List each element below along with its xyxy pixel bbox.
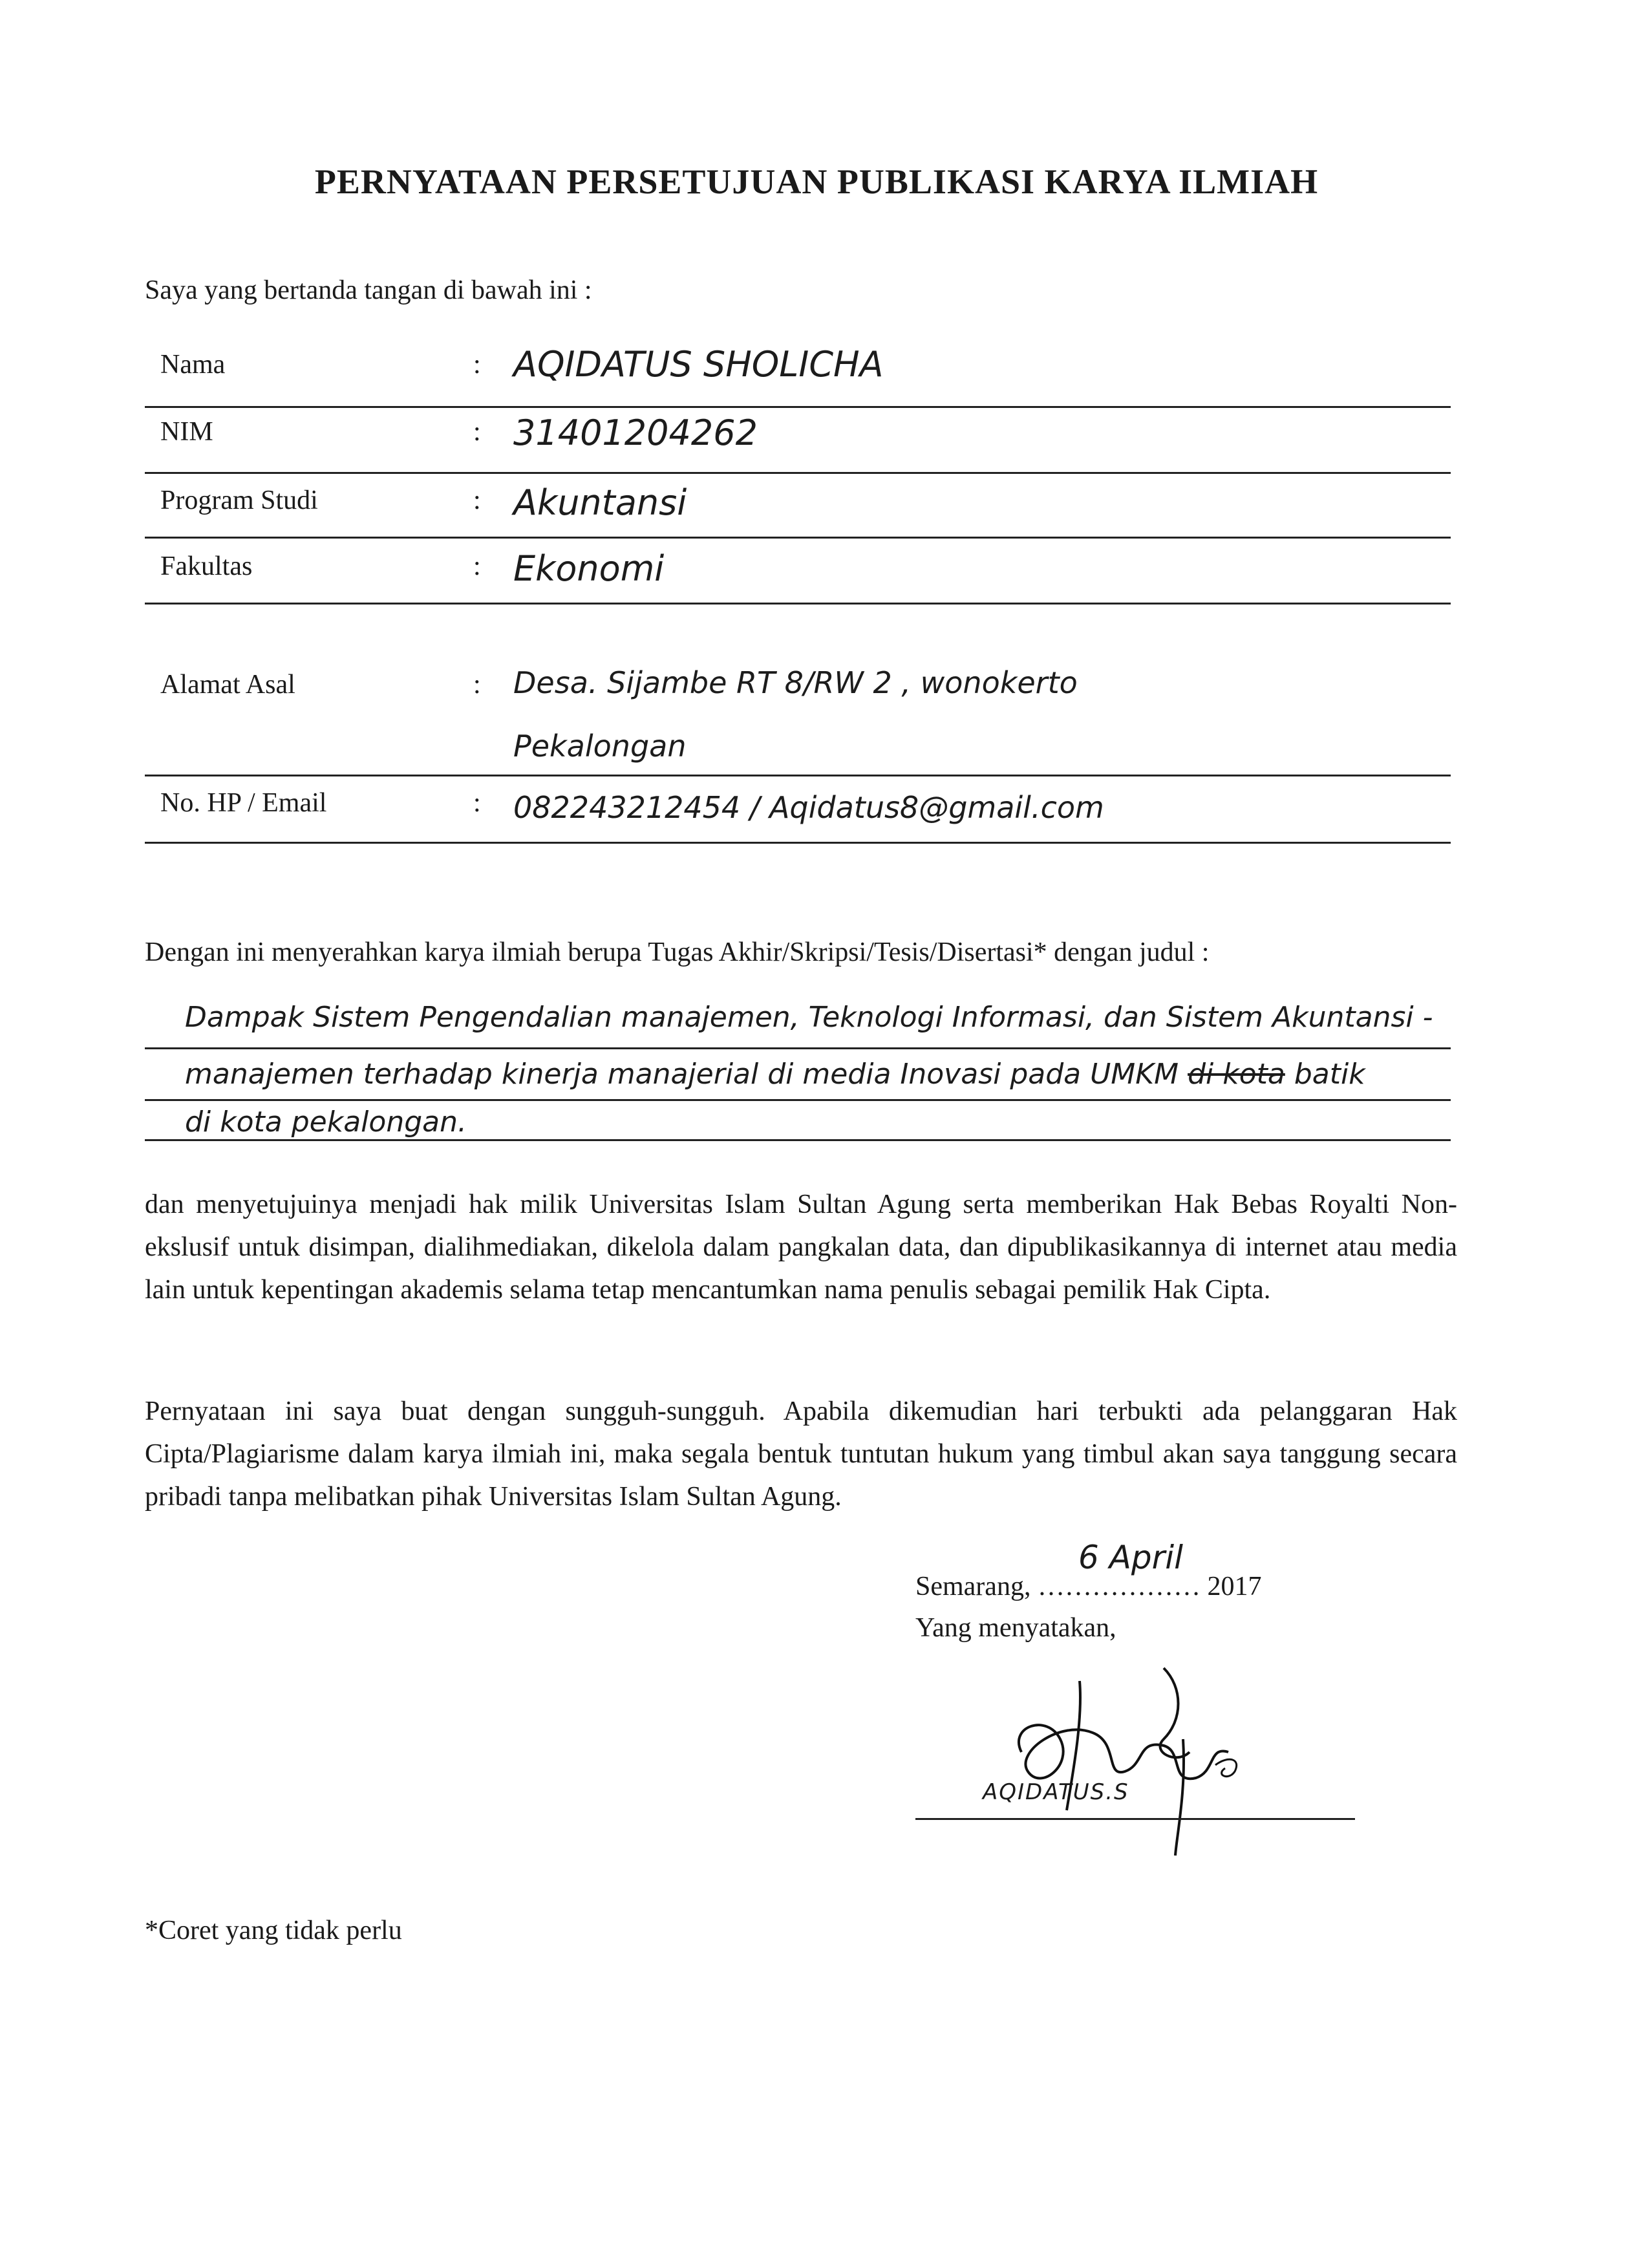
field-label: Fakultas [160,551,253,581]
field-label: Program Studi [160,486,318,515]
divider [145,603,1451,604]
divider [145,537,1451,539]
document-title: PERNYATAAN PERSETUJUAN PUBLIKASI KARYA ILMIAH [314,162,1319,201]
work-title-line3: di kota pekalongan. [185,1106,467,1139]
field-label: NIM [160,417,213,447]
field-colon: : [473,551,481,581]
handwritten-date: 6 April [1078,1539,1183,1576]
submission-text: Dengan ini menyerahkan karya ilmiah berupa Tugas Akhir/Skripsi/Tesis/Disertasi* dengan judul : [145,937,1210,967]
signer-name: AQIDATUS.S [983,1779,1129,1805]
divider [145,472,1451,474]
work-title-line2-part-b: batik [1285,1058,1365,1091]
field-colon: : [473,486,481,515]
work-title-struck-text: di kota [1188,1058,1285,1091]
field-value-handwritten: 082243212454 / Aqidatus8@gmail.com [513,790,1104,825]
field-value-handwritten: AQIDATUS SHOLICHA [513,344,884,385]
paragraph-statement: Pernyataan ini saya buat dengan sungguh-sungguh. Apabila dikemudian hari terbukti ada pelanggaran Hak Cipta/Plagiarisme dalam karya ilmiah ini, maka segala bentuk tuntutan hukum yang timbul akan saya tanggung secara pribadi tanpa melibatkan pihak Universitas Islam Sultan Agung. [145,1396,1457,1512]
place-prefix: Semarang, [915,1572,1038,1601]
signature-image [970,1642,1306,1862]
field-value-handwritten: 31401204262 [513,412,758,453]
paragraph-rights: dan menyetujuinya menjadi hak milik Universitas Islam Sultan Agung serta memberikan Hak Bebas Royalti Non-ekslusif untuk disimpan, dialihmediakan, dikelola dalam pangkalan data, dan dipublikasikannya di internet atau media lain untuk kepentingan akademis selama tetap mencantumkan nama penulis sebagai pemilik Hak Cipta. [145,1190,1457,1305]
field-value-handwritten-line2: Pekalongan [513,729,687,764]
field-label: Alamat Asal [160,670,295,700]
work-title-line2-part-a: manajemen terhadap kinerja manajerial di media Inovasi pada UMKM [185,1058,1188,1091]
divider [145,406,1451,408]
title-underline [145,1139,1451,1141]
signature-line [915,1818,1355,1820]
declarer-label: Yang menyatakan, [915,1613,1116,1643]
intro-text: Saya yang bertanda tangan di bawah ini : [145,275,592,305]
work-title-line2 [185,1058,1365,1091]
field-label: No. HP / Email [160,788,327,818]
place-date-line [915,1571,1261,1602]
title-underline [145,1099,1451,1101]
divider [145,842,1451,844]
field-value-handwritten: Desa. Sijambe RT 8/RW 2 , wonokerto [513,665,1078,700]
field-colon: : [473,788,481,818]
field-value-handwritten: Ekonomi [513,548,665,589]
year-text: 2017 [1200,1572,1262,1601]
field-label: Nama [160,350,226,380]
field-colon: : [473,350,481,380]
footnote: *Coret yang tidak perlu [145,1916,402,1945]
field-colon: : [473,417,481,447]
date-dots: ……………… [1037,1572,1201,1601]
work-title-line1: Dampak Sistem Pengendalian manajemen, Teknologi Informasi, dan Sistem Akuntansi - [185,1001,1433,1034]
divider [145,775,1451,776]
field-value-handwritten: Akuntansi [513,482,687,523]
title-underline [145,1047,1451,1049]
field-colon: : [473,670,481,700]
